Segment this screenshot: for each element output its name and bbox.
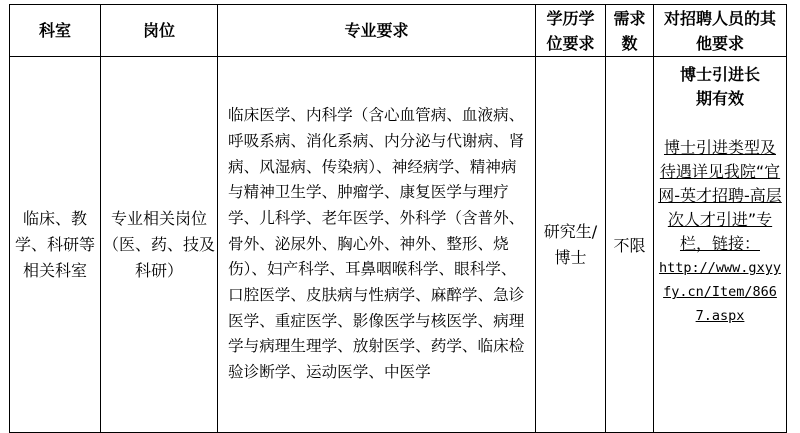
other-note-link[interactable]: 博士引进类型及待遇详见我院“官网-英才招聘-高层次人才引进”专栏，链接： (658, 138, 782, 253)
header-education: 学历学位要求 (536, 5, 606, 57)
cell-education: 研究生/博士 (536, 57, 606, 433)
cell-other (654, 57, 787, 433)
header-row (10, 5, 787, 57)
cell-department: 临床、教学、科研等相关科室 (10, 57, 101, 433)
cell-position: 专业相关岗位（医、药、技及科研） (101, 57, 218, 433)
header-count: 需求数 (606, 5, 654, 57)
other-url-link[interactable]: http://www.gxyyfy.cn/Item/8667.aspx (659, 260, 781, 324)
header-major: 专业要求 (218, 5, 536, 57)
cell-count: 不限 (606, 57, 654, 433)
recruitment-table (9, 4, 787, 433)
cell-major: 临床医学、内科学（含心血管病、血液病、呼吸系病、消化系病、内分泌与代谢病、肾病、风湿病、传染病）、神经病学、精神病与精神卫生学、肿瘤学、康复医学与理疗学、儿科学、老年医学、外科学（含普外、骨外、泌尿外、胸心外、神外、整形、烧伤）、妇产科学、耳鼻咽喉科学、眼科学、口腔医学、皮肤病与性病学、麻醉学、急诊医学、重症医学、影像医学与核医学、病理学与病理生理学、放射医学、药学、临床检验诊断学、运动医学、中医学 (218, 57, 536, 433)
other-title: 博士引进长期有效 (679, 65, 760, 108)
header-other: 对招聘人员的其他要求 (654, 5, 787, 57)
header-department: 科室 (10, 5, 101, 57)
table-row (10, 57, 787, 433)
header-position: 岗位 (101, 5, 218, 57)
